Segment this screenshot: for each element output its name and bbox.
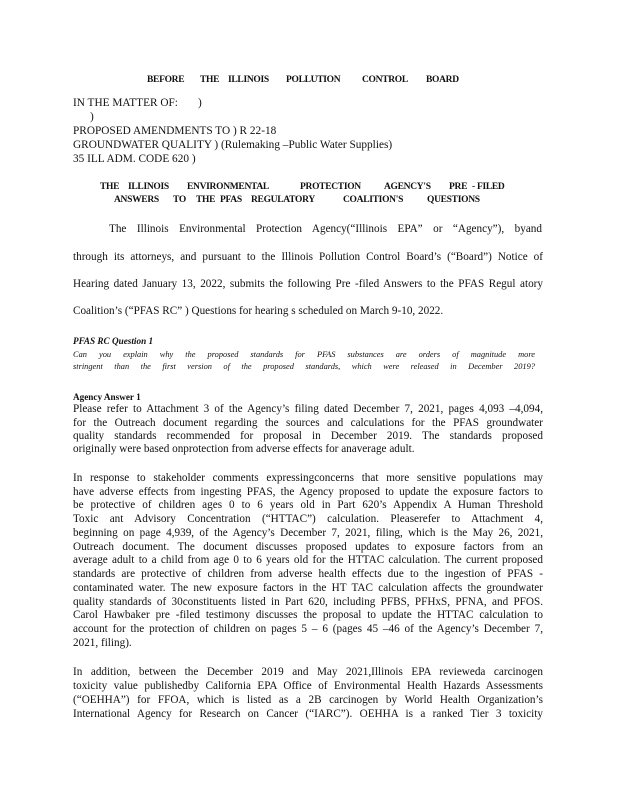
- title-the-2: THE: [196, 195, 216, 205]
- title-agencys: AGENCY'S: [384, 182, 431, 192]
- answer-p2-line-11: Carol Hawbaker pre -filed testimony discusses the proposal to update the HTTAC calculation to: [73, 609, 543, 621]
- answer-p2-line-1: In response to stakeholder comments expressingconcerns that more sensitive populations may: [73, 472, 543, 484]
- title-pfas: PFAS: [220, 195, 242, 205]
- answer-p3-line-3: (“OEHHA”) for FFOA, which is listed as a 2B carcinogen by World Health Organization’s: [73, 694, 543, 706]
- answer-p2-line-7: average adult to a child from age 0 to 6 years old for the HTTAC calculation. The current proposed: [73, 554, 543, 566]
- intro-line-1: The Illinois Environmental Protection Agency(“Illinois EPA” or “Agency”), byand: [109, 223, 542, 235]
- question-line-1: Can you explain why the proposed standards for PFAS substances are orders of magnitude more: [73, 350, 535, 359]
- answer-p3-line-2: toxicity value publishedby California EPA Office of Environmental Health Hazards Assessments: [73, 680, 543, 692]
- board-header-board: BOARD: [426, 75, 459, 85]
- intro-line-2: through its attorneys, and pursuant to the Illinois Pollution Control Board’s (“Board”) Notice of: [73, 251, 543, 263]
- question-label: PFAS RC Question 1: [73, 336, 154, 346]
- title-protection: PROTECTION: [300, 182, 361, 192]
- board-header-the: THE: [200, 75, 220, 85]
- answer-p1-line-1: Please refer to Attachment 3 of the Agency’s filing dated December 7, 2021, pages 4,093 –4,094,: [73, 403, 543, 415]
- answer-p2-line-8: standards are protective of children from adverse health effects due to the ingestion of PFAS -: [73, 568, 543, 580]
- answer-p1-line-2: for the Outreach document regarding the sources and calculations for the PFAS groundwater: [73, 417, 543, 429]
- title-regulatory: REGULATORY: [251, 195, 315, 205]
- answer-p2-line-12: account for the protection of children on pages 5 – 6 (pages 45 –46 of the Agency’s December 7,: [73, 623, 543, 635]
- title-filed: - FILED: [472, 182, 505, 192]
- caption-paren-2: ): [90, 111, 94, 123]
- answer-p2-line-3: be protective of children ages 0 to 6 years old in Part 620’s Appendix A Human Threshold: [73, 499, 543, 511]
- title-pre: PRE: [449, 182, 468, 192]
- answer-p2-line-4: Toxic ant Advisory Concentration (“HTTAC”) calculation. Pleaserefer to Attachment 4,: [73, 513, 543, 525]
- answer-p2-line-9: contaminated water. The new exposure factors in the HT TAC calculation affects the groundwater: [73, 582, 543, 594]
- question-line-2: stringent than the first version of the proposed standards, which were released in December 2019?: [73, 362, 535, 371]
- answer-p2-line-10: quality standards of 30constituents listed in Part 620, including PFBS, PFHxS, PFNA, and PFOS.: [73, 596, 543, 608]
- caption-matter: IN THE MATTER OF:: [73, 97, 178, 109]
- answer-p3-line-4: International Agency for Research on Cancer (“IARC”). OEHHA is a ranked Tier 3 toxicity: [73, 708, 543, 720]
- caption-proposed: PROPOSED AMENDMENTS TO ) R 22-18: [73, 125, 277, 137]
- answer-p3-line-1: In addition, between the December 2019 and May 2021,Illinois EPA revieweda carcinogen: [73, 666, 543, 678]
- answer-p2-line-2: have adverse effects from ingesting PFAS, the Agency proposed to update the exposure factors to: [73, 486, 543, 498]
- caption-code: 35 ILL ADM. CODE 620 ): [73, 153, 196, 165]
- answer-p2-line-6: Outreach document. The document discusses proposed updates to exposure factors from an: [73, 541, 543, 553]
- board-header-before: BEFORE: [147, 75, 185, 85]
- title-coalitions: COALITION'S: [343, 195, 404, 205]
- title-questions: QUESTIONS: [427, 195, 480, 205]
- caption-paren-1: ): [198, 97, 202, 109]
- title-environmental: ENVIRONMENTAL: [187, 182, 269, 192]
- answer-p2-line-5: beginning on page 4,939, of the Agency’s December 7, 2021, filing, which is the May 26, 2021,: [73, 527, 543, 539]
- answer-label: Agency Answer 1: [73, 392, 141, 402]
- title-the: THE: [100, 182, 120, 192]
- intro-line-3: Hearing dated January 13, 2022, submits the following Pre -filed Answers to the PFAS Regul atory: [73, 278, 543, 290]
- title-to: TO: [173, 195, 186, 205]
- title-illinois: ILLINOIS: [128, 182, 169, 192]
- intro-line-4: Coalition’s (“PFAS RC” ) Questions for hearing s scheduled on March 9-10, 2022.: [73, 305, 444, 317]
- answer-p2-line-13: 2021, filing).: [73, 637, 132, 649]
- caption-groundwater: GROUNDWATER QUALITY ) (Rulemaking –Public Water Supplies): [73, 139, 393, 151]
- board-header-control: CONTROL: [362, 75, 408, 85]
- title-answers: ANSWERS: [114, 195, 159, 205]
- answer-p1-line-3: quality standards recommended for proposal in December 2019. The standards proposed: [73, 430, 543, 442]
- answer-p1-line-4: originally were based onprotection from adverse effects for anaverage adult.: [73, 443, 415, 455]
- board-header-illinois: ILLINOIS: [228, 75, 269, 85]
- board-header-pollution: POLLUTION: [286, 75, 341, 85]
